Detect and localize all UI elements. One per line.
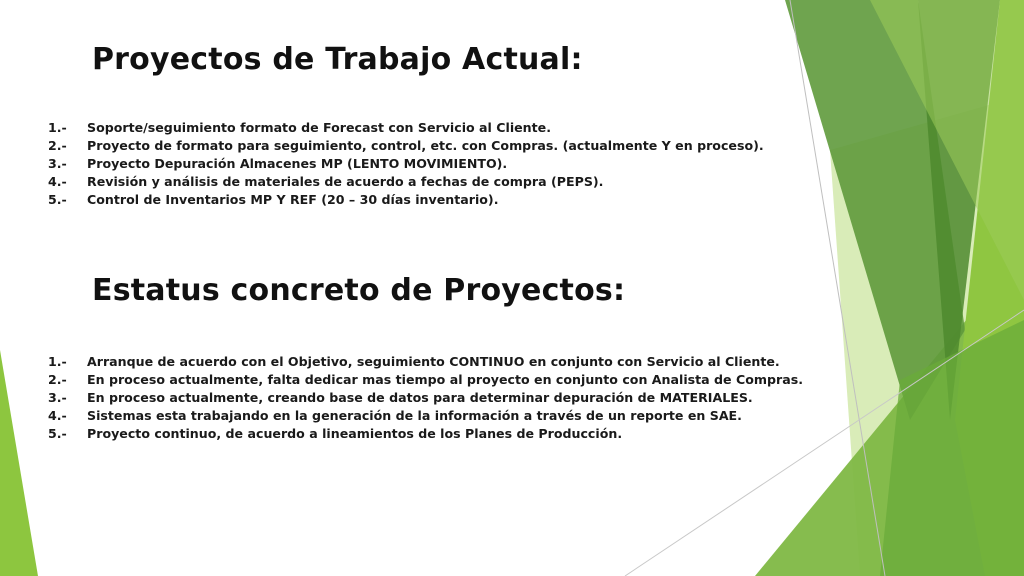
list-item-text: Proyecto de formato para seguimiento, control, etc. con Compras. (actualmente Y en proceso). — [87, 138, 764, 153]
list-item — [48, 407, 803, 425]
list-item-number: 2.- — [48, 372, 67, 387]
list-item — [48, 191, 764, 209]
list-item-text: Soporte/seguimiento formato de Forecast con Servicio al Cliente. — [87, 120, 551, 135]
list-item-text: Arranque de acuerdo con el Objetivo, seguimiento CONTINUO en conjunto con Servicio al Cliente. — [87, 354, 780, 369]
list-item — [48, 371, 803, 389]
list-item-number: 3.- — [48, 156, 67, 171]
list-item-number: 5.- — [48, 426, 67, 441]
list-item — [48, 119, 764, 137]
section-title-current-projects: Proyectos de Trabajo Actual: — [92, 42, 583, 77]
list-item-number: 1.- — [48, 120, 67, 135]
list-item-number: 4.- — [48, 408, 67, 423]
list-item-text: Revisión y análisis de materiales de acuerdo a fechas de compra (PEPS). — [87, 174, 604, 189]
list-item-number: 5.- — [48, 192, 67, 207]
list-item-number: 1.- — [48, 354, 67, 369]
list-item-text: Sistemas esta trabajando en la generación de la información a través de un reporte en SAE. — [87, 408, 742, 423]
deco-left-triangle — [0, 350, 38, 576]
list-item-number: 3.- — [48, 390, 67, 405]
list-item — [48, 137, 764, 155]
list-item — [48, 425, 803, 443]
current-projects-list — [48, 119, 764, 209]
list-item-number: 4.- — [48, 174, 67, 189]
list-item — [48, 353, 803, 371]
list-item — [48, 389, 803, 407]
list-item — [48, 155, 764, 173]
list-item — [48, 173, 764, 191]
list-item-text: En proceso actualmente, creando base de datos para determinar depuración de MATERIALES. — [87, 390, 753, 405]
section-title-project-status: Estatus concreto de Proyectos: — [92, 273, 626, 308]
list-item-text: Proyecto Depuración Almacenes MP (LENTO MOVIMIENTO). — [87, 156, 508, 171]
list-item-text: Proyecto continuo, de acuerdo a lineamientos de los Planes de Producción. — [87, 426, 623, 441]
project-status-list — [48, 353, 803, 443]
list-item-number: 2.- — [48, 138, 67, 153]
list-item-text: Control de Inventarios MP Y REF (20 – 30 días inventario). — [87, 192, 499, 207]
list-item-text: En proceso actualmente, falta dedicar mas tiempo al proyecto en conjunto con Analista de Compras. — [87, 372, 803, 387]
